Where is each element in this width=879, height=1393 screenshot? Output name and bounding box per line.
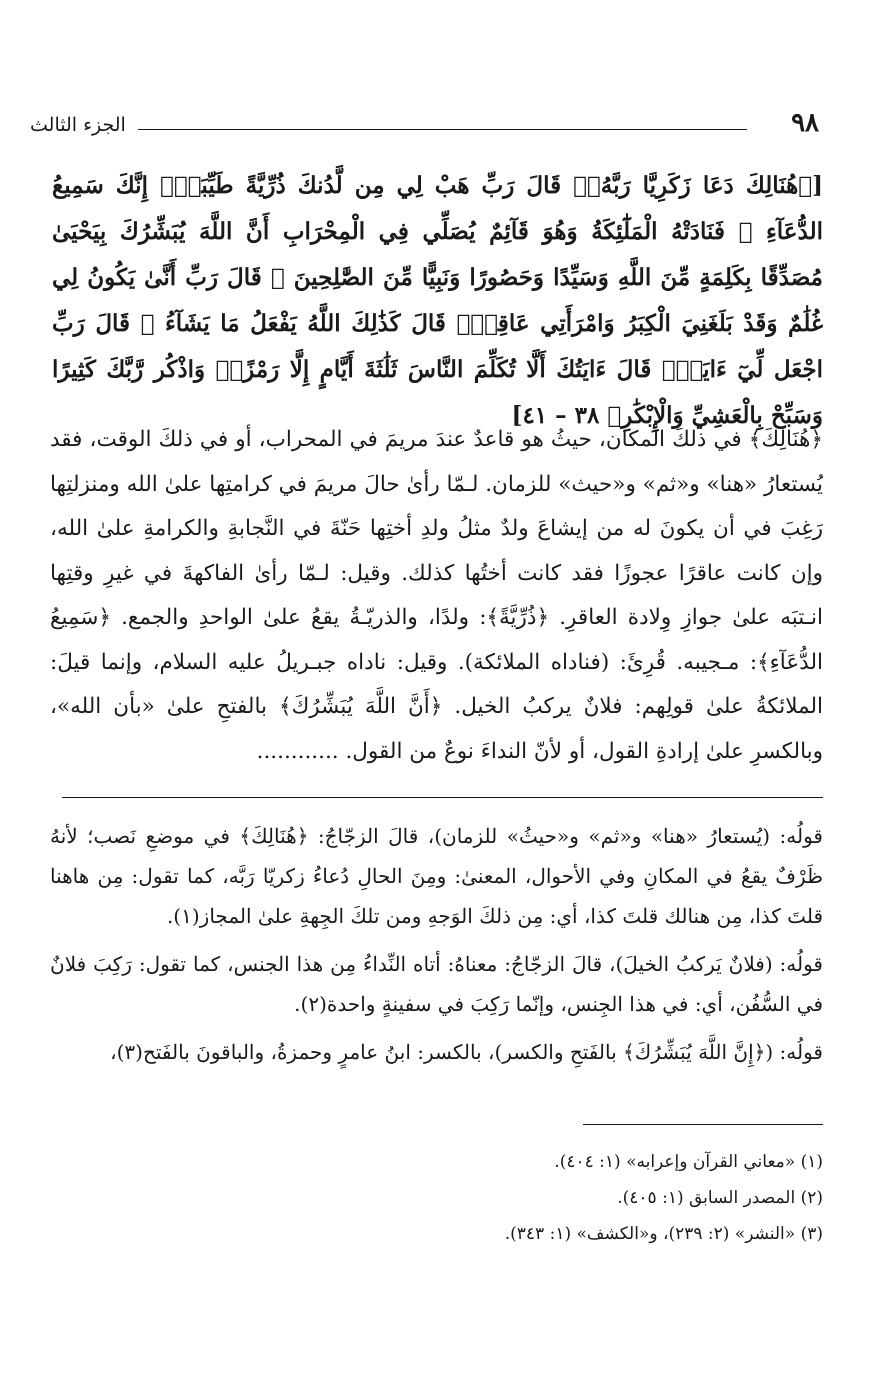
- header-rule: [138, 129, 747, 130]
- footnote-separator: [583, 1124, 823, 1125]
- footnote-3: (٣) «النشر» (٢: ٢٣٩)، و«الكشف» (١: ٣٤٣).: [504, 1224, 823, 1244]
- page-header: [30, 108, 819, 144]
- annotation-paragraph-1: قولُه: (يُستعارُ «هنا» و«ثم» و«حيثُ» للزمان)، قالَ الزجّاجُ: ﴿هُنَالِكَ﴾ في موضعِ نَصب؛ لأنهُ ظَرْفٌ يقعُ في المكانِ وفي الأحوال، المعنىٰ: ومِنَ الحالِ دُعاءُ زكريّا رَبَّه، كما تقول: مِن هاهنا قلتَ كذا، مِن هنالك قلتَ كذا، أي: مِن ذلكَ الوَجهِ ومن تلكَ الجِهةِ علىٰ المجاز(١).: [50, 824, 823, 928]
- footnotes: [200, 1144, 823, 1252]
- commentary-text: [50, 418, 823, 774]
- commentary-paragraph: ﴿هُنَالِكَ﴾ في ذلكَ المكان، حيثُ هو قاعدٌ عندَ مريمَ في المحراب، أو في ذلكَ الوقت، فقد يُستعارُ «هنا» و«ثم» و«حيث» للزمان. لـمّا رأىٰ حالَ مريمَ في كرامتِها علىٰ الله ومنزلتِها رَغِبَ في أن يكونَ له من إيشاعَ ولدٌ مثلُ ولدِ أختِها حَنّةَ في النَّجابةِ والكرامةِ علىٰ الله، وإن كانت عاقرًا عجوزًا فقد كانت أختُها كذلك. وقيل: لـمّا رأىٰ الفاكهةَ في غيرِ وقتِها انـتبَه علىٰ جوازِ وِلادة العاقرِ. ﴿ذُرِّيَّةً﴾: ولدًا، والذريّـةُ يقعُ علىٰ الواحدِ والجمع. ﴿سَمِيعُ الدُّعَآءِ﴾: مـجيبه. قُرِئَ: (فناداه الملائكة). وقيل: ناداه جبـريلُ عليه السلام، وإنما قيلَ: الملائكةُ علىٰ قولِهم: فلانٌ يركبُ الخيل. ﴿أَنَّ اللَّهَ يُبَشِّرُكَ﴾ بالفتحِ علىٰ «بأن الله»، وبالكسرِ علىٰ إرادةِ القول، أو لأنّ النداءَ نوعٌ من القول. ............: [50, 427, 823, 764]
- footnote-1: (١) «معاني القرآن وإعرابه» (١: ٤٠٤).: [554, 1152, 823, 1172]
- quran-verses-block: [52, 163, 823, 439]
- quran-verses-text: [﴿هُنَالِكَ دَعَا زَكَرِيَّا رَبَّهُۥۖ قَالَ رَبِّ هَبْ لِي مِن لَّدُنكَ ذُرِّيَّةً طَيِّبَةًۖ إِنَّكَ سَمِيعُ الدُّعَآءِ ۞ فَنَادَتْهُ الْمَلَٰٓئِكَةُ وَهُوَ قَآئِمٌ يُصَلِّي فِي الْمِحْرَابِ أَنَّ اللَّهَ يُبَشِّرُكَ بِيَحْيَىٰ مُصَدِّقًا بِكَلِمَةٍ مِّنَ اللَّهِ وَسَيِّدًا وَحَصُورًا وَنَبِيًّا مِّنَ الصَّٰلِحِينَ ۞ قَالَ رَبِّ أَنَّىٰ يَكُونُ لِي غُلَٰمٌ وَقَدْ بَلَغَنِيَ الْكِبَرُ وَامْرَأَتِي عَاقِرٌۖ قَالَ كَذَٰلِكَ اللَّهُ يَفْعَلُ مَا يَشَآءُ ۞ قَالَ رَبِّ اجْعَل لِّيٓ ءَايَةًۖ قَالَ ءَايَتُكَ أَلَّا تُكَلِّمَ النَّاسَ ثَلَٰثَةَ أَيَّامٍ إِلَّا رَمْزًاۗ وَاذْكُر رَّبَّكَ كَثِيرًا وَسَبِّحْ بِالْعَشِيِّ وَالْإِبْكَٰرِ﴾ ٣٨ – ٤١]: [52, 172, 823, 429]
- annotation-paragraph-3: قولُه: (﴿إِنَّ اللَّهَ يُبَشِّرُكَ﴾ بالفَتحِ والكسر)، بالكسر: ابنُ عامرٍ وحمزةُ، والباقونَ بالفَتح(٣)،: [110, 1040, 823, 1064]
- annotation-section: [50, 816, 823, 1080]
- footnote-2: (٢) المصدر السابق (١: ٤٠٥).: [617, 1188, 823, 1208]
- running-title: الجزء الثالث: [30, 114, 126, 136]
- annotation-separator: [62, 797, 823, 798]
- page-number: ٩٨: [791, 108, 819, 138]
- annotation-paragraph-2: قولُه: (فلانٌ يَركبُ الخيلَ)، قالَ الزجّاجُ: معناهُ: أتاه النِّداءُ مِن هذا الجنس، كما تقول: رَكِبَ فلانٌ في السُّفُن، أي: في هذا الجِنس، وإنّما رَكِبَ في سفينةٍ واحدة(٢).: [50, 952, 823, 1016]
